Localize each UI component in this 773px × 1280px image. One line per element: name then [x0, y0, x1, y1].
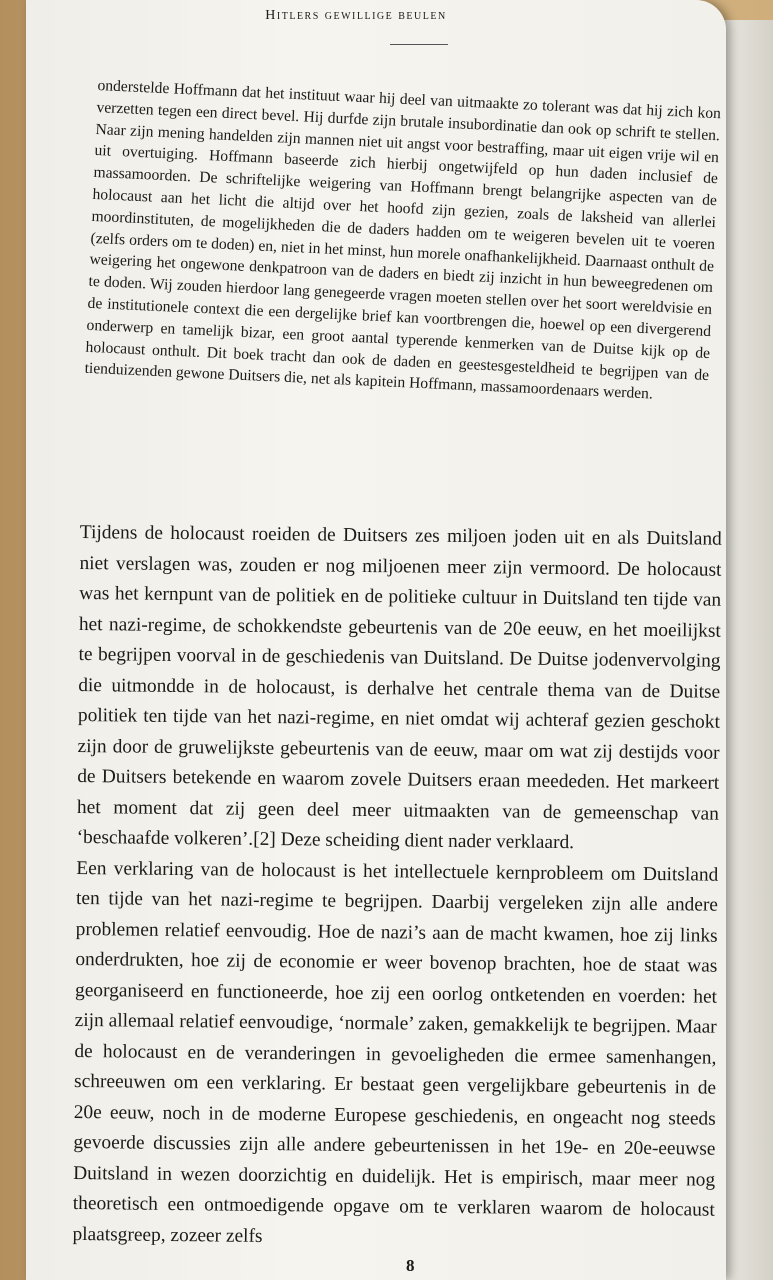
quote-paragraph: onderstelde Hoffmann dat het instituut waar hij deel van uitmaakte zo tolerant was dat hij zich kon verzetten tegen een direct bevel. Hij durfde zijn brutale insubordinatie dan ook op schrift te stellen. Naar zijn mening handelden zijn mannen niet uit angst voor bestraffing, maar uit eigen vrije wil en uit overtuiging. Hoffmann baseerde zich hierbij ongetwijfeld op hun daden inclusief de massamoorden. De schriftelijke weigering van Hoffmann brengt belangrijke aspecten van de holocaust aan het licht die altijd over het hoofd zijn gezien, zoals de laksheid van allerlei moordinstituten, de mogelijkheden die de daders hadden om te weigeren bevelen uit te voeren (zelfs orders om te doden) en, niet in het minst, hun morele onafhankelijkheid. Daarnaast onthult de weigering het ongewone denkpatroon van de daders en biedt zij inzicht in hun beweegredenen om te doden. Wij zouden hierdoor lang genegeerde vragen moeten stellen over het soort wereldvisie en de institutionele context die een dergelijke brief kan voortbrengen die, hoewel op een divergerend onderwerp en tamelijk bizar, een groot aantal typerende kenmerken van de Duitse kijk op de holocaust onthult. Dit boek tracht dan ook de daden en geestesgesteldheid te begrijpen van de tienduizenden gewone Duitsers die, net als kapitein Hoffmann, massamoordenaars werden. — [84, 76, 722, 403]
page-number: 8 — [406, 1256, 415, 1275]
quote-block — [84, 75, 721, 408]
body-paragraph-2: Een verklaring van de holocaust is het intellectuele kernprobleem om Duitsland ten tijde van het nazi-regime te begrijpen. Daarbij vergeleken zijn alle andere problemen relatief eenvoudig. Hoe de nazi’s aan de macht kwamen, hoe zij links onderdrukten, hoe zij de economie er weer bovenop brachten, hoe de staat was georganiseerd en functioneerde, hoe zij een oorlog ontketenden en voerden: het zijn allemaal relatief eenvoudige, ‘normale’ zaken, gemakkelijk te begrijpen. Maar de holocaust en de veranderingen in gevoeligheden die ermee samenhangen, schreeuwen om een verklaring. Er bestaat geen vergelijkbare gebeurtenis in de 20e eeuw, noch in de moderne Europese geschiedenis, en ongeacht nog steeds gevoerde discussies zijn alle andere gebeurtenissen in het 19e- en 20e-eeuwse Duitsland in wezen doorzichtig en duidelijk. Het is empirisch, maar meer nog theoretisch een ontmoedigende opgave om te verklaren waarom de holocaust plaatsgreep, zozeer zelfs — [72, 857, 719, 1247]
running-head-rule — [390, 44, 448, 45]
main-text — [72, 518, 722, 1257]
running-head: Hitlers gewillige beulen — [265, 8, 447, 23]
body-paragraph-1: Tijdens de holocaust roeiden de Duitsers zes miljoen joden uit en als Duitsland niet verslagen was, zouden er nog miljoenen meer zijn vermoord. De holocaust was het kernpunt van de politiek en de politieke cultuur in Duitsland ten tijde van het nazi-regime, de schokkendste gebeurtenis van de 20e eeuw, en het moeilijkst te begrijpen voorval in de geschiedenis van Duitsland. De Duitse jodenvervolging die uitmondde in de holocaust, is derhalve het centrale thema van de Duitse politiek ten tijde van het nazi-regime, en niet omdat wij achteraf gezien geschokt zijn door de gruwelijkste gebeurtenis van de eeuw, maar om wat zij destijds voor de Duitsers betekende en waarom zovele Duitsers eraan meededen. Het markeert het moment dat zij geen deel meer uitmaakten van de gemeenschap van ‘beschaafde volkeren’.[2] Deze scheiding dient nader verklaard. — [76, 521, 722, 854]
book-page — [26, 0, 726, 1280]
